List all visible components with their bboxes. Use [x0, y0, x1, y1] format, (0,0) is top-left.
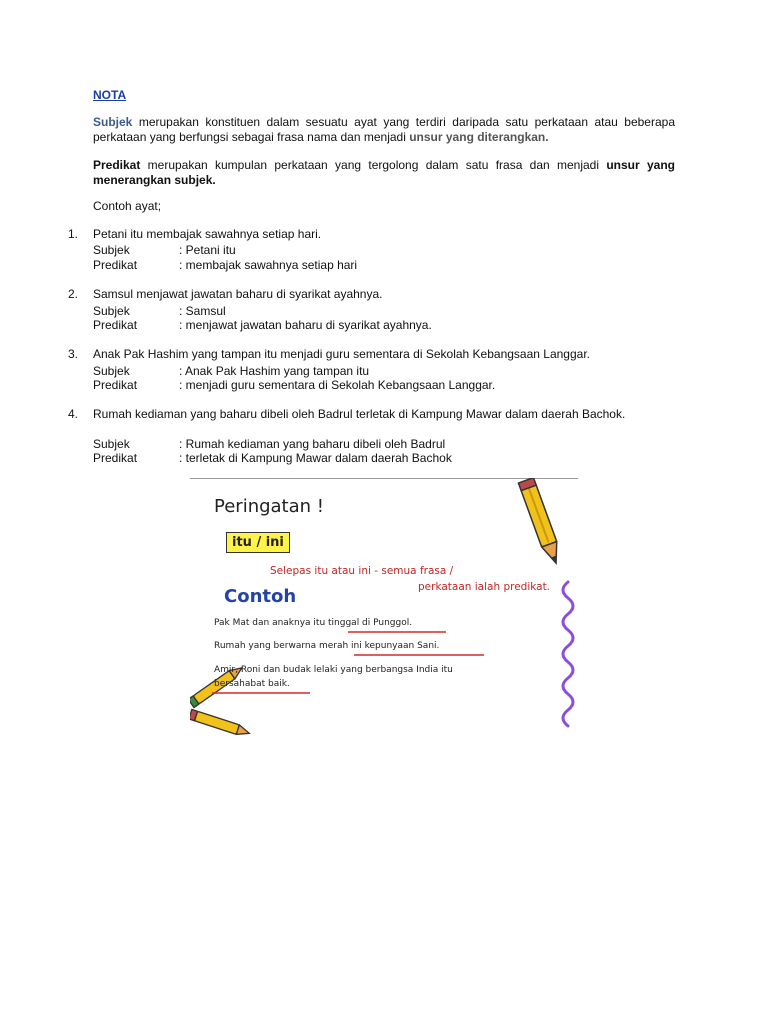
predikat-definition	[93, 158, 675, 187]
subjek-value: : Rumah kediaman yang baharu dibeli oleh Badrul	[179, 437, 446, 451]
predikat-term: Predikat	[93, 158, 141, 172]
subjek-row	[93, 437, 445, 452]
subjek-label: Subjek	[93, 304, 130, 318]
subjek-row	[93, 304, 226, 319]
contoh-intro: Contoh ayat;	[93, 199, 162, 213]
predikat-value: : menjawat jawatan baharu di syarikat ayahnya.	[179, 318, 432, 332]
squiggle-icon	[563, 582, 573, 726]
predikat-label: Predikat	[93, 378, 138, 392]
predikat-value: : terletak di Kampung Mawar dalam daerah Bachok	[179, 451, 452, 465]
pencil-icon	[518, 478, 563, 566]
predikat-label: Predikat	[93, 451, 138, 465]
predikat-label: Predikat	[93, 258, 138, 272]
peringatan-heading: Peringatan !	[214, 496, 324, 517]
subjek-value: : Anak Pak Hashim yang tampan itu	[179, 364, 370, 378]
nota-title: NOTA	[93, 88, 127, 102]
predikat-row	[93, 378, 495, 393]
example-number: 4.	[68, 407, 79, 421]
predikat-label: Predikat	[93, 318, 138, 332]
predikat-value: : membajak sawahnya setiap hari	[179, 258, 358, 272]
example-number: 1.	[68, 227, 79, 241]
subjek-definition	[93, 115, 675, 144]
contoh-line-1: Pak Mat dan anaknya itu tinggal di Punggol.	[214, 618, 413, 628]
subjek-row	[93, 364, 369, 379]
predikat-emphasis: unsur yang menerangkan subjek.	[93, 158, 675, 187]
image-decorations	[190, 478, 578, 740]
itu-ini-box: itu / ini	[226, 532, 290, 553]
subjek-row	[93, 243, 236, 258]
subjek-value: : Samsul	[179, 304, 226, 318]
peringatan-image	[190, 478, 578, 740]
subjek-emphasis: unsur yang diterangkan.	[409, 129, 549, 144]
note-line-1: Selepas itu atau ini - semua frasa /	[270, 565, 454, 577]
predikat-row	[93, 258, 357, 273]
predikat-row	[93, 451, 452, 466]
contoh-line-3: Amir, Roni dan budak lelaki yang berbangsa India itu	[214, 665, 453, 675]
subjek-text: merupakan konstituen dalam sesuatu ayat yang terdiri daripada satu perkataan atau beberapa perkataan yang berfungsi sebagai frasa nama dan menjadi	[93, 115, 675, 144]
predikat-value: : menjadi guru sementara di Sekolah Kebangsaan Langgar.	[179, 378, 496, 392]
predikat-row	[93, 318, 432, 333]
example-sentence: Rumah kediaman yang baharu dibeli oleh Badrul terletak di Kampung Mawar dalam daerah Bachok.	[93, 407, 626, 421]
contoh-line-4: bersahabat baik.	[214, 679, 290, 689]
subjek-term: Subjek	[93, 115, 133, 129]
contoh-heading: Contoh	[224, 586, 297, 607]
example-number: 3.	[68, 347, 79, 361]
subjek-label: Subjek	[93, 437, 130, 451]
example-number: 2.	[68, 287, 79, 301]
subjek-label: Subjek	[93, 243, 130, 257]
contoh-line-2: Rumah yang berwarna merah ini kepunyaan Sani.	[214, 641, 440, 651]
example-sentence: Samsul menjawat jawatan baharu di syarikat ayahnya.	[93, 287, 383, 301]
example-sentence: Petani itu membajak sawahnya setiap hari.	[93, 227, 322, 241]
predikat-text: merupakan kumpulan perkataan yang tergolong dalam satu frasa dan menjadi	[140, 158, 607, 172]
note-line-2: perkataan ialah predikat.	[418, 581, 551, 593]
subjek-value: : Petani itu	[179, 243, 236, 257]
example-sentence: Anak Pak Hashim yang tampan itu menjadi guru sementara di Sekolah Kebangsaan Langgar.	[93, 347, 590, 361]
subjek-label: Subjek	[93, 364, 130, 378]
